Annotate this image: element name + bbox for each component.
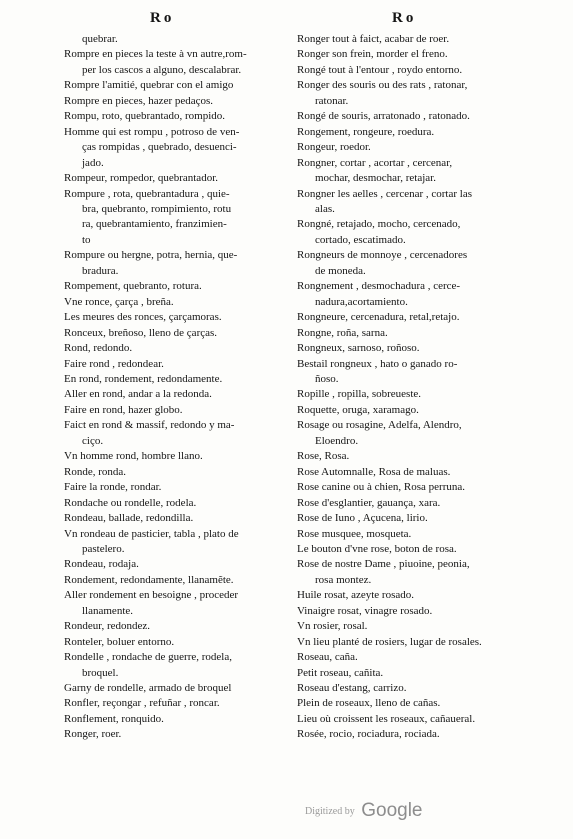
dictionary-entry-line: Rongé tout à l'entour , roydo entorno. bbox=[297, 63, 463, 76]
dictionary-entry-line: Rongneure, cercenadura, retal,retajo. bbox=[297, 311, 460, 324]
dictionary-entry-line: quebrar. bbox=[82, 33, 118, 45]
dictionary-entry-line: Rompre l'amitié, quebrar con el amigo bbox=[64, 79, 234, 92]
dictionary-entry-line: Rompre en pieces la teste à vn autre,rom- bbox=[64, 48, 247, 61]
dictionary-entry-line: Plein de roseaux, lleno de cañas. bbox=[297, 697, 441, 710]
dictionary-entry-line: Garny de rondelle, armado de broquel bbox=[64, 682, 232, 695]
dictionary-entry-line: Roseau d'estang, carrizo. bbox=[297, 682, 407, 695]
dictionary-entry-line: alas. bbox=[315, 202, 335, 215]
dictionary-entry-line: En rond, rondement, redondamente. bbox=[64, 372, 223, 385]
dictionary-entry-line: Rondeur, redondez. bbox=[64, 620, 151, 633]
dictionary-entry-line: Ronger des souris ou des rats , ratonar, bbox=[297, 79, 468, 92]
dictionary-entry-line: Ronteler, boluer entorno. bbox=[64, 635, 175, 648]
running-head-left: Ro bbox=[150, 10, 175, 26]
dictionary-entry-line: Ronger son frein, morder el freno. bbox=[297, 48, 448, 61]
dictionary-entry-line: Rongné, retajado, mocho, cercenado, bbox=[297, 218, 461, 231]
dictionary-entry-line: ças rompidas , quebrado, desuenci- bbox=[82, 141, 237, 154]
dictionary-entry-line: Rongneux, sarnoso, roñoso. bbox=[297, 342, 420, 355]
digitized-by-text: Digitized by bbox=[305, 806, 355, 817]
dictionary-entry-line: Aller rondement en besoigne , proceder bbox=[64, 589, 239, 602]
dictionary-entry-line: Faire la ronde, rondar. bbox=[64, 481, 162, 494]
dictionary-entry-line: Vn lieu planté de rosiers, lugar de rosales. bbox=[297, 635, 482, 648]
dictionary-entry-line: mochar, desmochar, retajar. bbox=[315, 172, 436, 185]
dictionary-entry-line: Eloendro. bbox=[315, 434, 359, 447]
dictionary-entry-line: cortado, escatimado. bbox=[315, 233, 406, 246]
dictionary-entry-line: Rompre en pieces, hazer pedaços. bbox=[64, 94, 214, 107]
dictionary-entry-line: Rondelle , rondache de guerre, rodela, bbox=[64, 651, 232, 664]
dictionary-entry-line: rosa montez. bbox=[315, 573, 372, 586]
dictionary-entry-line: Ropille , ropilla, sobreueste. bbox=[297, 388, 422, 401]
dictionary-entry-line: Ronger, roer. bbox=[64, 728, 122, 741]
dictionary-entry-line: Vinaigre rosat, vinagre rosado. bbox=[297, 604, 433, 617]
dictionary-entry-line: Rongeur, roedor. bbox=[297, 141, 371, 154]
dictionary-entry-line: Rose d'esglantier, gauança, xara. bbox=[297, 496, 441, 509]
dictionary-entry-line: Rompeur, rompedor, quebrantador. bbox=[64, 172, 218, 185]
digitization-watermark bbox=[305, 800, 423, 822]
dictionary-entry-line: Rosée, rocio, rociadura, rociada. bbox=[297, 728, 440, 741]
dictionary-entry-line: Aller en rond, andar a la redonda. bbox=[64, 388, 212, 401]
dictionary-entry-line: Ronfler, reçongar , refuñar , roncar. bbox=[64, 697, 220, 710]
dictionary-entry-line: Rondeau, ballade, redondilla. bbox=[64, 512, 194, 525]
dictionary-entry-line: Rongement, rongeure, roedura. bbox=[297, 125, 435, 138]
dictionary-entry-line: pastelero. bbox=[82, 542, 125, 555]
dictionary-entry-line: Roseau, caña. bbox=[297, 651, 358, 664]
dictionary-entry-line: Rose de Iuno , Açucena, lirio. bbox=[297, 512, 428, 525]
dictionary-entry-line: Les meures des ronces, çarçamoras. bbox=[64, 311, 222, 324]
dictionary-entry-line: Rompement, quebranto, rotura. bbox=[64, 280, 202, 293]
dictionary-entry-line: Rompure ou hergne, potra, hernia, que- bbox=[64, 249, 238, 262]
left-column bbox=[64, 32, 292, 743]
dictionary-entry-line: Rongner les aelles , cercenar , cortar las bbox=[297, 187, 472, 200]
dictionary-entry-line: Vn rondeau de pasticier, tabla , plato de bbox=[64, 527, 239, 540]
dictionary-entry-line: ciço. bbox=[82, 434, 104, 447]
dictionary-entry-line: de moneda. bbox=[315, 264, 366, 277]
dictionary-entry-line: Rongne, roña, sarna. bbox=[297, 326, 388, 339]
dictionary-entry-line: jado. bbox=[82, 156, 104, 169]
dictionary-entry-line: Rondeau, rodaja. bbox=[64, 558, 139, 571]
dictionary-entry-line: Vn rosier, rosal. bbox=[297, 620, 368, 633]
dictionary-entry-line: Faire rond , redondear. bbox=[64, 357, 164, 370]
dictionary-entry-line: Ronceux, breñoso, lleno de çarças. bbox=[64, 326, 218, 339]
dictionary-entry-line: Rongé de souris, arratonado , ratonado. bbox=[297, 110, 470, 123]
dictionary-entry-line: Rompure , rota, quebrantadura , quie- bbox=[64, 187, 230, 200]
dictionary-entry-line: per los cascos a alguno, descalabrar. bbox=[82, 63, 242, 76]
dictionary-entry-line: Homme qui est rompu , potroso de ven- bbox=[64, 125, 240, 138]
dictionary-entry-line: Rond, redondo. bbox=[64, 342, 133, 355]
dictionary-entry-line: Vn homme rond, hombre llano. bbox=[64, 450, 203, 463]
dictionary-entry-line: ra, quebrantamiento, franzimien- bbox=[82, 218, 227, 231]
dictionary-entry-line: Ronde, ronda. bbox=[64, 465, 127, 478]
dictionary-entry-line: Faire en rond, hazer globo. bbox=[64, 403, 183, 416]
dictionary-entry-line: nadura,acortamiento. bbox=[315, 295, 408, 308]
dictionary-entry-line: bradura. bbox=[82, 264, 119, 277]
dictionary-entry-line: Rompu, roto, quebrantado, rompido. bbox=[64, 110, 226, 123]
dictionary-entry-line: Lieu où croissent les roseaux, cañaueral. bbox=[297, 712, 476, 725]
dictionary-entry-line: Rondement, redondamente, llanamẽte. bbox=[64, 573, 234, 586]
dictionary-entry-line: broquel. bbox=[82, 666, 119, 679]
dictionary-entry-line: ratonar. bbox=[315, 94, 349, 107]
dictionary-entry-line: Rosage ou rosagine, Adelfa, Alendro, bbox=[297, 419, 462, 432]
dictionary-entry-line: Huile rosat, azeyte rosado. bbox=[297, 589, 414, 602]
google-logo: Google bbox=[361, 800, 423, 821]
dictionary-entry-line: Petit roseau, cañita. bbox=[297, 666, 384, 679]
dictionary-entry-line: ñoso. bbox=[315, 372, 339, 385]
dictionary-entry-line: Ronflement, ronquido. bbox=[64, 712, 164, 725]
dictionary-entry-line: bra, quebranto, rompimiento, rotu bbox=[82, 202, 232, 215]
dictionary-entry-line: Rose de nostre Dame , piuoine, peonia, bbox=[297, 558, 470, 571]
dictionary-entry-line: Rondache ou rondelle, rodela. bbox=[64, 496, 197, 509]
dictionary-entry-line: Rongnement , desmochadura , cerce- bbox=[297, 280, 461, 293]
right-column bbox=[297, 32, 527, 743]
dictionary-entry-line: to bbox=[82, 233, 91, 246]
dictionary-entry-line: Rose, Rosa. bbox=[297, 450, 350, 463]
dictionary-entry-line: Faict en rond & massif, redondo y ma- bbox=[64, 419, 235, 432]
dictionary-entry-line: Rose canine ou à chien, Rosa perruna. bbox=[297, 481, 465, 494]
dictionary-entry-line: Rongner, cortar , acortar , cercenar, bbox=[297, 156, 453, 169]
dictionary-entry-line: Ronger tout à faict, acabar de roer. bbox=[297, 33, 450, 45]
dictionary-entry-line: Rose Automnalle, Rosa de maluas. bbox=[297, 465, 451, 478]
dictionary-entry-line: Rongneurs de monnoye , cercenadores bbox=[297, 249, 468, 262]
dictionary-entry-line: Vne ronce, çarça , breña. bbox=[64, 295, 174, 308]
dictionary-entry-line: Roquette, oruga, xaramago. bbox=[297, 403, 419, 416]
dictionary-entry-line: Rose musquee, mosqueta. bbox=[297, 527, 412, 540]
running-head-right: Ro bbox=[392, 10, 417, 26]
dictionary-entry-line: llanamente. bbox=[82, 604, 134, 617]
dictionary-entry-line: Le bouton d'vne rose, boton de rosa. bbox=[297, 542, 457, 555]
dictionary-entry-line: Bestail rongneux , hato o ganado ro- bbox=[297, 357, 458, 370]
